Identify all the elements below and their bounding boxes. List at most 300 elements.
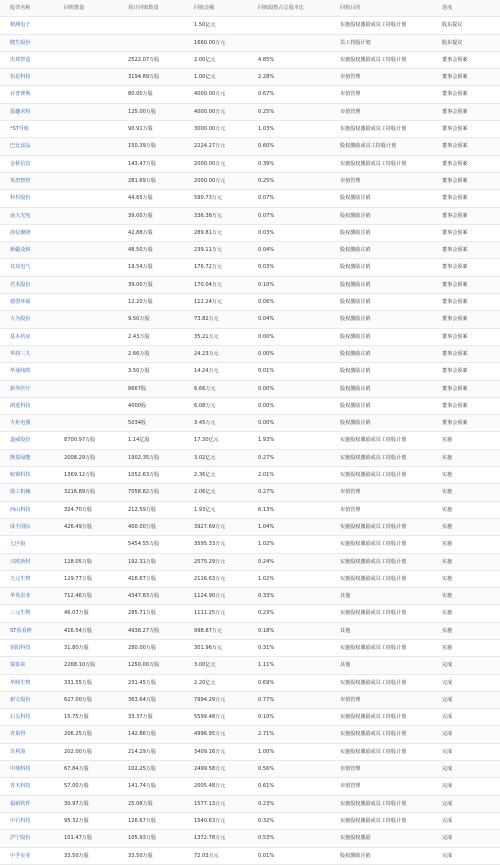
table-row: [0, 467, 500, 484]
cell-expected-quantity: 400.00万股: [118, 518, 184, 535]
cell-expected-quantity: 2.43万股: [118, 328, 184, 345]
cell-progress: 董事会预案: [432, 138, 500, 155]
cell-stock-name[interactable]: 天元生物: [0, 570, 54, 587]
cell-progress: 董事会预案: [432, 69, 500, 86]
cell-progress: 董事会预案: [432, 103, 500, 120]
cell-stock-name[interactable]: 隆基绿能: [0, 449, 54, 466]
cell-purpose: 股权激励注销: [330, 328, 432, 345]
cell-stock-name[interactable]: 新华医疗: [0, 380, 54, 397]
cell-share-ratio: 0.24%: [248, 553, 330, 570]
cell-expected-quantity: 9.50万股: [118, 311, 184, 328]
cell-stock-name[interactable]: 航锦科技: [0, 467, 54, 484]
cell-progress: 董事会预案: [432, 190, 500, 207]
cell-purpose: 实施股权激励或员工持股计划: [330, 449, 432, 466]
cell-expected-quantity: 192.31万股: [118, 553, 184, 570]
cell-expected-quantity: 5034股: [118, 415, 184, 432]
cell-share-ratio: 0.39%: [248, 155, 330, 172]
cell-buyback-quantity: [54, 155, 118, 172]
cell-buyback-amount: 4996.95万元: [184, 726, 248, 743]
cell-purpose: 市值管理: [330, 103, 432, 120]
cell-progress: 实施: [432, 449, 500, 466]
cell-expected-quantity: 33.50万股: [118, 847, 184, 864]
cell-buyback-amount: 2.36亿元: [184, 467, 248, 484]
table-row: [0, 709, 500, 726]
cell-buyback-amount: 2575.29万元: [184, 553, 248, 570]
cell-share-ratio: 2.28%: [248, 69, 330, 86]
cell-stock-name[interactable]: 兴欧新材: [0, 553, 54, 570]
cell-expected-quantity: 150.39万股: [118, 138, 184, 155]
cell-progress: 董事会预案: [432, 380, 500, 397]
cell-buyback-quantity: [54, 138, 118, 155]
cell-buyback-quantity: 712.46万股: [54, 588, 118, 605]
cell-buyback-quantity: [54, 207, 118, 224]
cell-buyback-quantity: 8700.97万股: [54, 432, 118, 449]
cell-share-ratio: 0.18%: [248, 622, 330, 639]
cell-progress: 完成: [432, 691, 500, 708]
cell-buyback-quantity: [54, 172, 118, 189]
cell-purpose: 股权激励注销: [330, 415, 432, 432]
cell-buyback-quantity: [54, 17, 118, 34]
cell-stock-name[interactable]: 新疆众和: [0, 242, 54, 259]
cell-purpose: 股权激励注销: [330, 397, 432, 414]
cell-stock-name[interactable]: 瑞泰来: [0, 657, 54, 674]
cell-purpose: 实施股权激励或员工持股计划: [330, 51, 432, 68]
cell-stock-name[interactable]: 中石科技: [0, 812, 54, 829]
cell-buyback-quantity: 202.00万股: [54, 743, 118, 760]
table-row: [0, 138, 500, 155]
cell-expected-quantity: 4347.83万股: [118, 588, 184, 605]
cell-buyback-amount: 3409.16万元: [184, 743, 248, 760]
cell-progress: 股东提议: [432, 34, 500, 51]
cell-expected-quantity: 1.14亿股: [118, 432, 184, 449]
table-row: [0, 69, 500, 86]
cell-purpose: 实施股权激励或员工持股计划: [330, 17, 432, 34]
cell-buyback-quantity: [54, 51, 118, 68]
cell-stock-name[interactable]: 君禾股份: [0, 276, 54, 293]
cell-buyback-quantity: 1369.12万股: [54, 467, 118, 484]
cell-purpose: 市值管理: [330, 778, 432, 795]
cell-share-ratio: 0.33%: [248, 588, 330, 605]
cell-buyback-amount: 2.00亿元: [184, 51, 248, 68]
cell-purpose: 实施股权激励或员工持股计划: [330, 553, 432, 570]
header-buyback-quantity: 回购数量: [54, 0, 118, 17]
cell-buyback-quantity: 3216.89万股: [54, 484, 118, 501]
cell-buyback-quantity: 416.54万股: [54, 622, 118, 639]
cell-stock-name[interactable]: 钥阳科技: [0, 639, 54, 656]
cell-purpose: 实施股权激励: [330, 830, 432, 847]
cell-purpose: 市值管理: [330, 501, 432, 518]
cell-share-ratio: 0.04%: [248, 242, 330, 259]
table-row: [0, 553, 500, 570]
cell-expected-quantity: 214.29万股: [118, 743, 184, 760]
table-row: [0, 259, 500, 276]
cell-purpose: 股权激励注销: [330, 345, 432, 362]
cell-purpose: 实施股权激励或员工持股计划: [330, 709, 432, 726]
cell-share-ratio: 6.13%: [248, 501, 330, 518]
cell-stock-name[interactable]: 华通线缆: [0, 363, 54, 380]
cell-purpose: 实施股权激励或员工持股计划: [330, 155, 432, 172]
table-row: [0, 484, 500, 501]
cell-buyback-quantity: 30.97万股: [54, 795, 118, 812]
cell-purpose: 实施股权激励或员工持股计划: [330, 674, 432, 691]
cell-share-ratio: 1.02%: [248, 570, 330, 587]
cell-share-ratio: 1.04%: [248, 518, 330, 535]
cell-progress: 实施: [432, 501, 500, 518]
cell-share-ratio: 0.00%: [248, 328, 330, 345]
cell-buyback-quantity: 2008.29万股: [54, 449, 118, 466]
table-row: [0, 639, 500, 656]
cell-stock-name[interactable]: 金桥信息: [0, 155, 54, 172]
cell-buyback-quantity: [54, 294, 118, 311]
cell-purpose: 实施股权激励或员工持股计划: [330, 570, 432, 587]
cell-share-ratio: 0.10%: [248, 276, 330, 293]
cell-expected-quantity: 33.37万股: [118, 709, 184, 726]
cell-expected-quantity: 48.50万股: [118, 242, 184, 259]
cell-purpose: 实施股权激励或员工持股计划: [330, 639, 432, 656]
cell-buyback-quantity: 33.50万股: [54, 847, 118, 864]
cell-buyback-amount: 2116.63万元: [184, 570, 248, 587]
header-share-ratio: 回购股数占总股本比: [248, 0, 330, 17]
cell-progress: 实施: [432, 518, 500, 535]
cell-purpose: 实施股权激励或员工持股计划: [330, 536, 432, 553]
cell-buyback-amount: 239.11万元: [184, 242, 248, 259]
cell-expected-quantity: 3194.89万股: [118, 69, 184, 86]
table-row: [0, 311, 500, 328]
cell-share-ratio: 0.69%: [248, 674, 330, 691]
cell-share-ratio: 0.56%: [248, 761, 330, 778]
cell-stock-name[interactable]: 中孚实业: [0, 847, 54, 864]
cell-progress: 董事会预案: [432, 155, 500, 172]
cell-stock-name[interactable]: 道威股份: [0, 432, 54, 449]
cell-expected-quantity: 2522.07万股: [118, 51, 184, 68]
cell-stock-name[interactable]: 福新软件: [0, 795, 54, 812]
cell-stock-name[interactable]: 朗进科技: [0, 397, 54, 414]
cell-stock-name[interactable]: 英唐智控: [0, 172, 54, 189]
cell-stock-name[interactable]: ST看看钟: [0, 622, 54, 639]
cell-stock-name[interactable]: 中鼎科技: [0, 761, 54, 778]
cell-purpose: 实施股权激励或员工持股计划: [330, 432, 432, 449]
cell-progress: 实施: [432, 639, 500, 656]
cell-stock-name[interactable]: 精测电子: [0, 17, 54, 34]
cell-progress: 实施: [432, 484, 500, 501]
cell-stock-name[interactable]: 德创环保: [0, 294, 54, 311]
cell-stock-name[interactable]: 青木科技: [0, 778, 54, 795]
cell-share-ratio: 1.93%: [248, 432, 330, 449]
cell-expected-quantity: 80.00万股: [118, 86, 184, 103]
cell-share-ratio: 2.01%: [248, 467, 330, 484]
cell-share-ratio: 0.06%: [248, 294, 330, 311]
table-row: [0, 17, 500, 34]
cell-buyback-amount: 4000.00万元: [184, 86, 248, 103]
cell-buyback-quantity: [54, 103, 118, 120]
table-row: [0, 190, 500, 207]
cell-progress: 董事会预案: [432, 294, 500, 311]
cell-buyback-quantity: [54, 397, 118, 414]
cell-purpose: 股权激励注销: [330, 224, 432, 241]
cell-expected-quantity: 4938.27万股: [118, 622, 184, 639]
table-body: [0, 17, 500, 865]
table-row: [0, 743, 500, 760]
cell-purpose: 实施股权激励或员工持股计划: [330, 605, 432, 622]
table-row: [0, 518, 500, 535]
cell-buyback-quantity: [54, 242, 118, 259]
cell-purpose: 实施股权激励或员工持股计划: [330, 121, 432, 138]
table-row: [0, 363, 500, 380]
cell-buyback-amount: 6.08万元: [184, 397, 248, 414]
cell-stock-name[interactable]: 科杉股份: [0, 190, 54, 207]
cell-expected-quantity: 4000股: [118, 397, 184, 414]
cell-share-ratio: 0.01%: [248, 363, 330, 380]
cell-buyback-amount: 1.93亿元: [184, 501, 248, 518]
cell-expected-quantity: 7058.82万股: [118, 484, 184, 501]
cell-buyback-quantity: [54, 34, 118, 51]
cell-expected-quantity: 12.20万股: [118, 294, 184, 311]
cell-expected-quantity: 1250.00万股: [118, 657, 184, 674]
table-row: [0, 657, 500, 674]
cell-buyback-amount: 1124.90万元: [184, 588, 248, 605]
cell-purpose: 实施股权激励或员工持股计划: [330, 743, 432, 760]
cell-purpose: 市值管理: [330, 484, 432, 501]
cell-purpose: 股权激励注销: [330, 294, 432, 311]
cell-buyback-amount: 2000.00万元: [184, 172, 248, 189]
cell-stock-name[interactable]: *ST导航: [0, 121, 54, 138]
cell-stock-name[interactable]: 沪宁股份: [0, 830, 54, 847]
cell-stock-name[interactable]: 百普赛斯: [0, 86, 54, 103]
cell-share-ratio: 1.03%: [248, 121, 330, 138]
cell-progress: 完成: [432, 761, 500, 778]
cell-stock-name[interactable]: 西山科技: [0, 501, 54, 518]
cell-purpose: 实施股权激励或员工持股计划: [330, 726, 432, 743]
cell-buyback-amount: 3.00亿元: [184, 657, 248, 674]
cell-stock-name[interactable]: 基本药房: [0, 328, 54, 345]
table-row: [0, 345, 500, 362]
cell-buyback-amount: 6.66万元: [184, 380, 248, 397]
cell-buyback-amount: 73.82万元: [184, 311, 248, 328]
cell-purpose: 股权激励注销: [330, 259, 432, 276]
table-row: [0, 726, 500, 743]
cell-buyback-quantity: [54, 69, 118, 86]
cell-expected-quantity: 285.71万股: [118, 605, 184, 622]
cell-progress: 完成: [432, 709, 500, 726]
cell-buyback-amount: 3000.00万元: [184, 121, 248, 138]
cell-buyback-amount: 336.38万元: [184, 207, 248, 224]
cell-buyback-amount: 998.87万元: [184, 622, 248, 639]
cell-progress: 董事会预案: [432, 363, 500, 380]
cell-stock-name[interactable]: 杰邦智造: [0, 51, 54, 68]
cell-buyback-amount: 2224.27万元: [184, 138, 248, 155]
table-row: [0, 622, 500, 639]
cell-stock-name[interactable]: 徐工机械: [0, 484, 54, 501]
cell-buyback-quantity: 95.32万股: [54, 812, 118, 829]
cell-buyback-quantity: 2268.10万股: [54, 657, 118, 674]
cell-share-ratio: 0.77%: [248, 691, 330, 708]
cell-expected-quantity: 143.47万股: [118, 155, 184, 172]
cell-share-ratio: 0.01%: [248, 847, 330, 864]
table-row: [0, 847, 500, 864]
cell-expected-quantity: 39.00万股: [118, 276, 184, 293]
cell-progress: 完成: [432, 674, 500, 691]
cell-progress: 董事会预案: [432, 172, 500, 189]
table-row: [0, 224, 500, 241]
cell-progress: 董事会预案: [432, 328, 500, 345]
cell-buyback-quantity: [54, 380, 118, 397]
cell-share-ratio: 0.53%: [248, 830, 330, 847]
cell-buyback-quantity: 206.25万股: [54, 726, 118, 743]
cell-stock-name[interactable]: 华英农业: [0, 588, 54, 605]
cell-expected-quantity: [118, 34, 184, 51]
cell-stock-name[interactable]: 华润三九: [0, 345, 54, 362]
cell-buyback-quantity: [54, 363, 118, 380]
table-row: [0, 51, 500, 68]
cell-progress: 董事会预案: [432, 207, 500, 224]
cell-share-ratio: [248, 17, 330, 34]
cell-buyback-amount: 289.81万元: [184, 224, 248, 241]
cell-progress: 实施: [432, 553, 500, 570]
cell-purpose: 股权激励注销: [330, 847, 432, 864]
cell-buyback-quantity: 426.49万股: [54, 518, 118, 535]
table-row: [0, 103, 500, 120]
cell-buyback-quantity: 129.77万股: [54, 570, 118, 587]
table-row: [0, 795, 500, 812]
cell-progress: 董事会预案: [432, 311, 500, 328]
cell-progress: 股东提议: [432, 17, 500, 34]
cell-expected-quantity: 142.86万股: [118, 726, 184, 743]
cell-purpose: 市值管理: [330, 69, 432, 86]
cell-share-ratio: 1.00%: [248, 743, 330, 760]
cell-progress: 实施: [432, 432, 500, 449]
cell-expected-quantity: 281.69万股: [118, 172, 184, 189]
cell-stock-name[interactable]: 海信聚隆: [0, 224, 54, 241]
cell-buyback-amount: 7994.29万元: [184, 691, 248, 708]
cell-expected-quantity: [118, 17, 184, 34]
cell-stock-name[interactable]: 巴比食品: [0, 138, 54, 155]
cell-share-ratio: 0.61%: [248, 778, 330, 795]
cell-buyback-amount: 5599.48万元: [184, 709, 248, 726]
cell-progress: 实施: [432, 536, 500, 553]
cell-purpose: 股权激励注销: [330, 207, 432, 224]
cell-purpose: 股权激励或员工持股计划: [330, 138, 432, 155]
cell-buyback-quantity: [54, 121, 118, 138]
table-row: [0, 294, 500, 311]
table-row: [0, 380, 500, 397]
cell-expected-quantity: 42.88万股: [118, 224, 184, 241]
cell-share-ratio: 0.10%: [248, 709, 330, 726]
cell-purpose: 股权激励注销: [330, 380, 432, 397]
cell-share-ratio: 0.04%: [248, 311, 330, 328]
cell-stock-name[interactable]: 三元生物: [0, 605, 54, 622]
header-buyback-amount: 回购金额: [184, 0, 248, 17]
cell-share-ratio: 2.71%: [248, 726, 330, 743]
cell-buyback-amount: 2.20亿元: [184, 674, 248, 691]
cell-purpose: 实施股权激励或员工持股计划: [330, 812, 432, 829]
cell-buyback-amount: 17.30亿元: [184, 432, 248, 449]
table-row: [0, 691, 500, 708]
table-row: [0, 830, 500, 847]
cell-purpose: 实施股权激励或员工持股计划: [330, 518, 432, 535]
cell-expected-quantity: 126.67万股: [118, 812, 184, 829]
cell-expected-quantity: 3.50万股: [118, 363, 184, 380]
cell-progress: 董事会预案: [432, 224, 500, 241]
cell-share-ratio: 0.67%: [248, 86, 330, 103]
cell-buyback-amount: 590.73万元: [184, 190, 248, 207]
cell-share-ratio: 0.25%: [248, 103, 330, 120]
cell-stock-name[interactable]: 大为股份: [0, 311, 54, 328]
cell-progress: 完成: [432, 812, 500, 829]
cell-progress: 董事会预案: [432, 121, 500, 138]
cell-share-ratio: 0.00%: [248, 415, 330, 432]
cell-stock-name[interactable]: 苏利康: [0, 743, 54, 760]
cell-buyback-quantity: 31.80万股: [54, 639, 118, 656]
table-row: [0, 778, 500, 795]
cell-stock-name[interactable]: 新宝股份: [0, 691, 54, 708]
cell-buyback-amount: 1.00亿元: [184, 69, 248, 86]
cell-buyback-amount: 1660.00万元: [184, 34, 248, 51]
cell-stock-name[interactable]: 恒星科技: [0, 69, 54, 86]
table-row: [0, 121, 500, 138]
table-row: [0, 570, 500, 587]
cell-buyback-amount: 170.04万元: [184, 276, 248, 293]
table-row: [0, 415, 500, 432]
cell-stock-name[interactable]: 其岚电气: [0, 259, 54, 276]
table-row: [0, 812, 500, 829]
cell-buyback-quantity: 15.75万股: [54, 709, 118, 726]
cell-buyback-quantity: [54, 259, 118, 276]
cell-buyback-amount: 3927.69万元: [184, 518, 248, 535]
cell-progress: 董事会预案: [432, 415, 500, 432]
cell-buyback-amount: 1577.13万元: [184, 795, 248, 812]
cell-stock-name[interactable]: 盈趣未特: [0, 103, 54, 120]
cell-stock-name[interactable]: 健生股份: [0, 34, 54, 51]
cell-expected-quantity: 1902.35万股: [118, 449, 184, 466]
header-progress: 进度: [432, 0, 500, 17]
cell-buyback-amount: 3.02亿元: [184, 449, 248, 466]
cell-expected-quantity: 5454.55万股: [118, 536, 184, 553]
table-row: [0, 172, 500, 189]
cell-stock-name[interactable]: 青果得: [0, 726, 54, 743]
cell-progress: 完成: [432, 830, 500, 847]
cell-share-ratio: 0.27%: [248, 449, 330, 466]
cell-share-ratio: 0.23%: [248, 605, 330, 622]
cell-purpose: 其他: [330, 588, 432, 605]
table-row: [0, 588, 500, 605]
cell-purpose: 实施股权激励或员工持股计划: [330, 795, 432, 812]
cell-purpose: 股权激励注销: [330, 276, 432, 293]
table-row: [0, 449, 500, 466]
cell-stock-name[interactable]: 华熙生物: [0, 674, 54, 691]
cell-buyback-quantity: 627.00万股: [54, 691, 118, 708]
cell-stock-name[interactable]: 火炬电器: [0, 415, 54, 432]
cell-progress: 完成: [432, 726, 500, 743]
cell-stock-name[interactable]: 成手国际: [0, 518, 54, 535]
table-row: [0, 242, 500, 259]
header-stock-name: 股票名称: [0, 0, 54, 17]
cell-purpose: 实施股权激励或员工持股计划: [330, 467, 432, 484]
cell-progress: 实施: [432, 622, 500, 639]
cell-progress: 完成: [432, 657, 500, 674]
header-expected-quantity: 预计回购数量: [118, 0, 184, 17]
table-row: [0, 397, 500, 414]
cell-stock-name[interactable]: 七匹狼: [0, 536, 54, 553]
cell-buyback-quantity: 324.70万股: [54, 501, 118, 518]
cell-purpose: 其他: [330, 622, 432, 639]
cell-expected-quantity: 231.45万股: [118, 674, 184, 691]
table-row: [0, 536, 500, 553]
cell-expected-quantity: 2.66万股: [118, 345, 184, 362]
cell-stock-name[interactable]: 南大光电: [0, 207, 54, 224]
cell-share-ratio: 1.02%: [248, 536, 330, 553]
cell-expected-quantity: 416.67万股: [118, 570, 184, 587]
cell-stock-name[interactable]: 石头科技: [0, 709, 54, 726]
